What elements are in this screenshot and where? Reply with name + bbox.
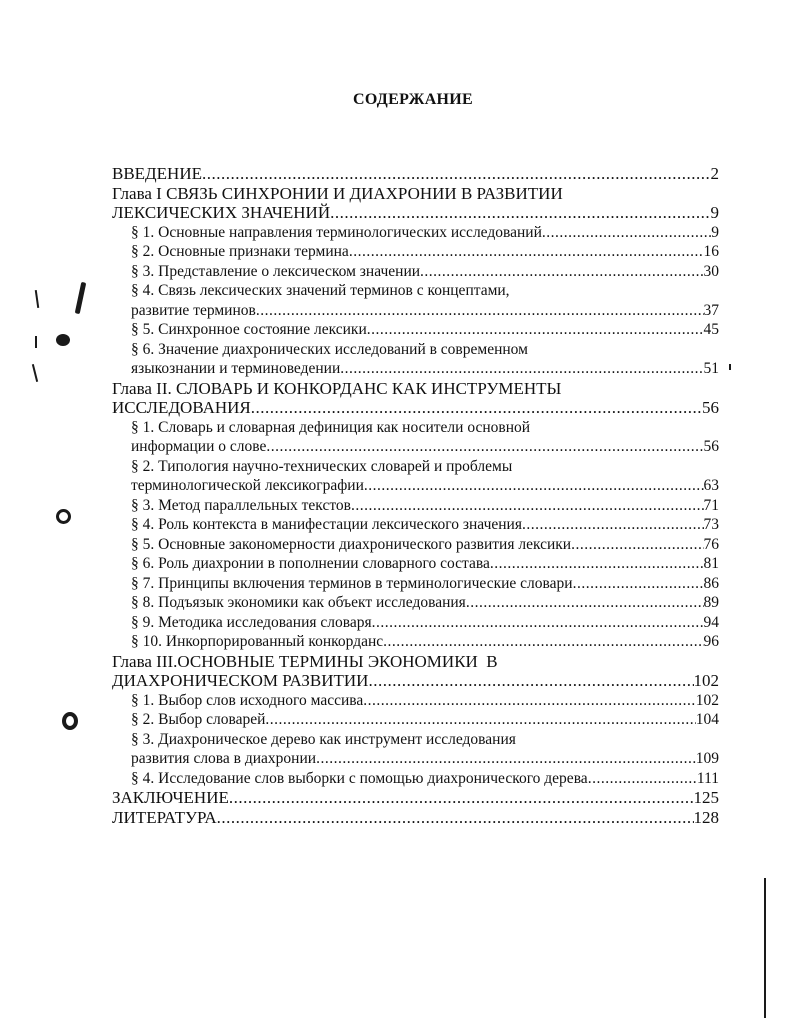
toc-entry-chapter-2[interactable]: [112, 379, 719, 399]
toc-page-number: 86: [703, 574, 719, 592]
toc-entry-chapter-2-cont[interactable]: [112, 398, 719, 418]
toc-page-number: 9: [711, 223, 719, 241]
toc-entry-text: терминологической лексикографии: [131, 477, 364, 494]
toc-entry-text: ЗАКЛЮЧЕНИЕ: [112, 788, 229, 807]
toc-entry-section-cont[interactable]: [112, 301, 719, 321]
toc-page-number: 102: [693, 671, 719, 690]
toc-entry-literature[interactable]: [112, 808, 719, 828]
dot-leader: [573, 574, 704, 594]
toc-page-number: 56: [702, 398, 719, 417]
toc-entry-text: § 7. Принципы включения терминов в терминологические словари: [131, 574, 573, 592]
toc-entry-text: § 4. Связь лексических значений терминов с концептами,: [131, 282, 510, 299]
scan-artifact-mark: [32, 364, 38, 382]
toc-entry-section[interactable]: [112, 593, 719, 613]
toc-page-number: 111: [696, 769, 719, 787]
toc-page-number: 104: [695, 711, 719, 728]
toc-page-number: 45: [703, 321, 719, 338]
dot-leader: [265, 710, 695, 730]
toc-page-number: 81: [703, 555, 719, 572]
dot-leader: [316, 749, 696, 769]
dot-leader: [367, 320, 704, 340]
dot-leader: [588, 769, 697, 789]
toc-entry-section[interactable]: [112, 691, 719, 711]
toc-entry-text: языкознании и терминоведении: [131, 360, 341, 377]
dot-leader: [372, 613, 704, 633]
toc-entry-section[interactable]: [112, 418, 719, 438]
toc-page-number: 125: [693, 788, 719, 807]
toc-entry-text: § 4. Исследование слов выборки с помощью диахронического дерева: [131, 769, 588, 787]
toc-entry-section[interactable]: [112, 496, 719, 516]
toc-entry-text: Глава I СВЯЗЬ СИНХРОНИИ И ДИАХРОНИИ В РАЗВИТИИ: [112, 183, 563, 203]
scan-artifact-mark: [764, 878, 766, 1018]
toc-entry-section[interactable]: [112, 515, 719, 535]
dot-leader: [351, 496, 704, 516]
dot-leader: [266, 437, 703, 457]
toc-page-number: 71: [703, 496, 719, 514]
toc-page-number: 102: [695, 691, 719, 709]
dot-leader: [340, 359, 703, 379]
toc-entry-text: § 10. Инкорпорированный конкорданс: [131, 633, 384, 650]
toc-entry-section[interactable]: [112, 554, 719, 574]
toc-entry-text: ЛЕКСИЧЕСКИХ ЗНАЧЕНИЙ: [112, 203, 331, 222]
toc-entry-text: § 5. Синхронное состояние лексики: [131, 321, 367, 338]
toc-page-number: 2: [710, 164, 719, 183]
toc-entry-text: § 5. Основные закономерности диахронического развития лексики: [131, 535, 572, 553]
dot-leader: [466, 593, 704, 613]
dot-leader: [368, 671, 693, 691]
toc-entry-text: § 9. Методика исследования словаря: [131, 613, 372, 631]
toc-entry-chapter-3-cont[interactable]: [112, 671, 719, 691]
toc-entry-section[interactable]: [112, 242, 719, 262]
toc-entry-section[interactable]: [112, 340, 719, 360]
toc-entry-section-cont[interactable]: [112, 359, 719, 379]
toc-entry-chapter-1-cont[interactable]: [112, 203, 719, 223]
dot-leader: [349, 242, 704, 262]
toc-page-number: 128: [693, 807, 719, 827]
dot-leader: [571, 535, 703, 555]
page-title: СОДЕРЖАНИЕ: [352, 91, 474, 108]
dot-leader: [363, 691, 695, 711]
toc-entry-text: ИССЛЕДОВАНИЯ: [112, 398, 251, 417]
toc-entry-section[interactable]: [112, 710, 719, 730]
toc-entry-text: § 8. Подъязык экономики как объект исследования: [131, 594, 466, 611]
dot-leader: [383, 632, 703, 652]
toc-entry-text: § 1. Выбор слов исходного массива: [131, 691, 364, 709]
toc-entry-text: ЛИТЕРАТУРА: [112, 807, 217, 827]
toc-entry-text: § 6. Роль диахронии в пополнении словарного состава: [131, 555, 490, 572]
toc-entry-text: § 2. Типология научно-технических словарей и проблемы: [131, 457, 513, 475]
dot-leader: [542, 223, 711, 243]
toc-page-number: 63: [703, 477, 719, 494]
toc-entry-section[interactable]: [112, 632, 719, 652]
toc-entry-chapter-3[interactable]: [112, 652, 719, 672]
toc-page-number: 73: [703, 516, 719, 533]
toc-entry-section[interactable]: [112, 223, 719, 243]
toc-page-number: 16: [703, 243, 719, 260]
toc-entry-section[interactable]: [112, 281, 719, 301]
toc-page-number: 56: [703, 438, 719, 455]
toc-entry-text: информации о слове: [131, 438, 267, 455]
scan-artifact-ring: [62, 712, 78, 730]
toc-entry-section-cont[interactable]: [112, 437, 719, 457]
dot-leader: [256, 301, 704, 321]
dot-leader: [251, 398, 702, 418]
toc-page-number: 76: [703, 535, 719, 553]
toc-entry-section[interactable]: [112, 574, 719, 594]
toc-entry-chapter-1[interactable]: [112, 184, 719, 204]
toc-page-number: 9: [710, 203, 719, 222]
scan-artifact-mark: [75, 282, 87, 314]
scan-artifact-ring: [56, 509, 71, 524]
toc-entry-text: § 1. Основные направления терминологических исследований: [131, 223, 542, 241]
toc-entry-section[interactable]: [112, 730, 719, 750]
toc-entry-text: § 1. Словарь и словарная дефиниция как носители основной: [131, 418, 531, 436]
toc-entry-text: развития слова в диахронии: [131, 750, 317, 767]
toc-entry-text: § 2. Выбор словарей: [131, 711, 266, 728]
dot-leader: [217, 808, 694, 828]
toc-entry-text: § 2. Основные признаки термина: [131, 243, 349, 260]
toc-page-number: 109: [695, 750, 719, 767]
toc-entry-text: Глава II. СЛОВАРЬ И КОНКОРДАНС КАК ИНСТРУМЕНТЫ: [112, 378, 562, 398]
toc-entry-text: Глава III.ОСНОВНЫЕ ТЕРМИНЫ ЭКОНОМИКИ В: [112, 651, 498, 671]
dot-leader: [202, 164, 711, 184]
dot-leader: [420, 262, 703, 282]
scan-artifact-mark: [35, 336, 37, 348]
toc-page-number: 96: [703, 633, 719, 650]
toc-entry-section[interactable]: [112, 769, 719, 789]
toc-entry-section[interactable]: [112, 613, 719, 633]
dot-leader: [330, 203, 710, 223]
toc-page-number: 94: [703, 613, 719, 631]
toc-page-number: 30: [703, 262, 719, 280]
scan-artifact-mark: [35, 290, 39, 308]
table-of-contents: [112, 164, 719, 827]
toc-entry-text: § 3. Представление о лексическом значении: [131, 262, 421, 280]
toc-entry-text: § 6. Значение диахронических исследований в современном: [131, 340, 528, 358]
toc-entry-section[interactable]: [112, 320, 719, 340]
dot-leader: [229, 788, 694, 808]
toc-entry-introduction[interactable]: [112, 164, 719, 184]
scan-artifact-mark: [729, 364, 731, 370]
toc-entry-section[interactable]: [112, 535, 719, 555]
toc-entry-text: ВВЕДЕНИЕ: [112, 164, 202, 183]
toc-entry-section-cont[interactable]: [112, 476, 719, 496]
toc-page-number: 51: [703, 360, 719, 377]
scan-artifact-blob: [56, 334, 70, 346]
dot-leader: [364, 476, 704, 496]
toc-entry-text: § 3. Диахроническое дерево как инструмент исследования: [131, 730, 516, 748]
toc-page-number: 89: [703, 594, 719, 611]
toc-entry-text: § 3. Метод параллельных текстов: [131, 496, 351, 514]
toc-entry-conclusion[interactable]: [112, 788, 719, 808]
toc-entry-section[interactable]: [112, 457, 719, 477]
toc-page-number: 37: [703, 301, 719, 319]
toc-entry-section[interactable]: [112, 262, 719, 282]
toc-entry-section-cont[interactable]: [112, 749, 719, 769]
toc-entry-text: развитие терминов: [131, 301, 256, 319]
dot-leader: [490, 554, 704, 574]
dot-leader: [522, 515, 704, 535]
toc-entry-text: ДИАХРОНИЧЕСКОМ РАЗВИТИИ: [112, 671, 369, 690]
toc-entry-text: § 4. Роль контекста в манифестации лексического значения: [131, 516, 522, 533]
